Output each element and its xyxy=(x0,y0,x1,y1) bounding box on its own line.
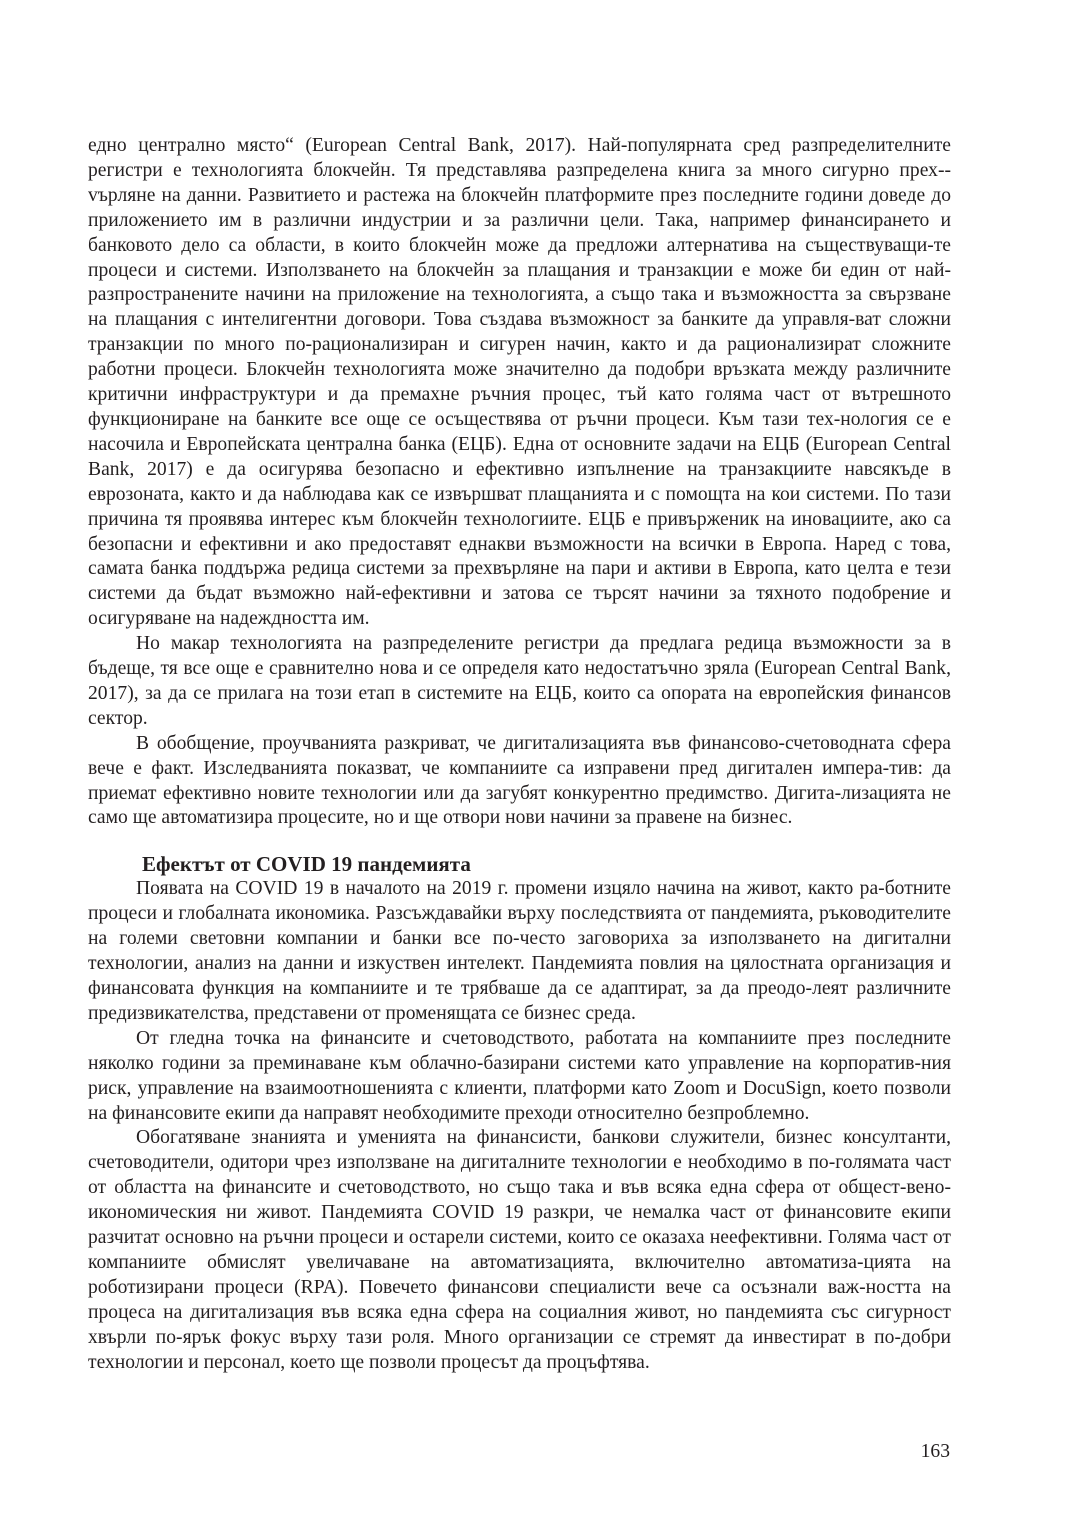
paragraph-cloud-systems: От гледна точка на финансите и счетоводството, работата на компаниите през последните няколко години за преминаване към облачно-базирани системи като управление на корпоратив-ния риск, управление на взаимоотношенията с клиенти, платформи като Zoom и DocuSign, което позволи на финансовите екипи да направят необходимите преходи относително безпроблемно. xyxy=(88,1027,951,1124)
section-heading-covid: Ефектът от COVID 19 пандемията xyxy=(142,852,471,877)
paragraph-dlt-maturity: Но макар технологията на разпределените регистри да предлага редица възможности за в бъдеще, тя все още е сравнително нова и се определя като недостатъчно зряла (European Central Bank, 2017), за да се прилага на този етап в системите на ЕЦБ, които са опората на европейския финансов сектор. xyxy=(88,633,951,729)
paragraph-summary: В обобщение, проучванията разкриват, че дигитализацията във финансово-счетоводната сфера вече е факт. Изследванията показват, че компаниите са изправени пред дигитален импера-тив: да приемат ефективно новите технологии или да загубят конкурентно предимство. Дигита-лизацията не само ще автоматизира процесите, но и ще отвори нови начини за правене на бизнес. xyxy=(88,732,951,829)
paragraph-skills-automation: Обогатяване знанията и уменията на финансисти, банкови служители, бизнес консултанти, счетоводители, одитори чрез използване на дигиталните технологии е необходимо в по-голямата част от областта на финансите и счетоводството, но също така и във всяка една сфера от общест-вено-икономическия ни живот. Пандемията COVID 19 разкри, че немалка част от финансовите екипи разчитат основно на ръчни процеси и остарели системи, които се оказаха неефективни. Голяма част от компаниите обмислят увеличаване на автоматизацията, включително автоматиза-цията на роботизирани процеси (RPA). Повечето финансови специалисти вече са осъзнали важ-ността на процеса на дигитализация във всяка една сфера на социалния живот, но пандемията със сигурност хвърли по-ярък фокус върху тази роля. Много организации се стремят да инвестират в по-добри технологии и персонал, което ще позволи процесът да процъфтява. xyxy=(88,1127,951,1373)
page-number: 163 xyxy=(920,1441,950,1462)
paragraph-blockchain-ecb: едно централно място“ (European Central Bank, 2017). Най-популярната сред разпределителните регистри е технологията блокчейн. Тя представлява разпределена книга за много сигурно прех-vърляне на данни. Развитието и растежа на блокчейн платформите през последните години доведе до приложението им в различни индустрии и за различни цели. Така, например финансирането и банковото дело са области, в които блокчейн може да предложи алтернатива на съществуващи-те процеси и системи. Използването на блокчейн за плащания и транзакции е може би един от най-разпространените начини на приложение на технологията, а също така и възможността за свързване на плащания с интелигентни договори. Това създава възможност за банките да управля-ват сложни транзакции по много по-рационализиран и сигурен начин, както и да рационализират сложните работни процеси. Блокчейн технологията може значително да подобри връзката между различните критични инфраструктури и да премахне ръчния процес, тъй като голяма част от вътрешното функциониране на банките все още се осъществява от ръчни процеси. Към тази тех-нология се е насочила и Европейската централна банка (ЕЦБ). Една от основните задачи на ЕЦБ (European Central Bank, 2017) е да осигурява безопасно и ефективно изпълнение на транзакциите навсякъде в еврозоната, както и да наблюдава как се извършват плащанията и с помощта на кои системи. По тази причина тя проявява интерес към блокчейн технологиите. ЕЦБ е привърженик на иновациите, ако са безопасни и ефективни и ако предоставят еднакви възможности на всички в Европа. Наред с това, самата банка поддържа редица системи за прехвърляне на пари и активи в Европа, като целта е тези системи да бъдат възможно най-ефективни и затова се търсят начини за тяхното подобрение и осигуряване на надеждността им. xyxy=(88,135,951,630)
page-body xyxy=(88,134,951,1376)
paragraph-covid-impact: Появата на COVID 19 в началото на 2019 г. промени изцяло начина на живот, както ра-ботните процеси и глобалната икономика. Разсъждавайки върху последствията от пандемията, ръководителите на големи световни компании и банки все по-често заговориха за използването на дигитални технологии, анализ на данни и изкуствен интелект. Пандемията повлия на цялостната организация и финансовата функция на компаниите и те трябваше да се адаптират, за да преодо-леят различните предизвикателства, представени от променящата се бизнес среда. xyxy=(88,878,951,1024)
